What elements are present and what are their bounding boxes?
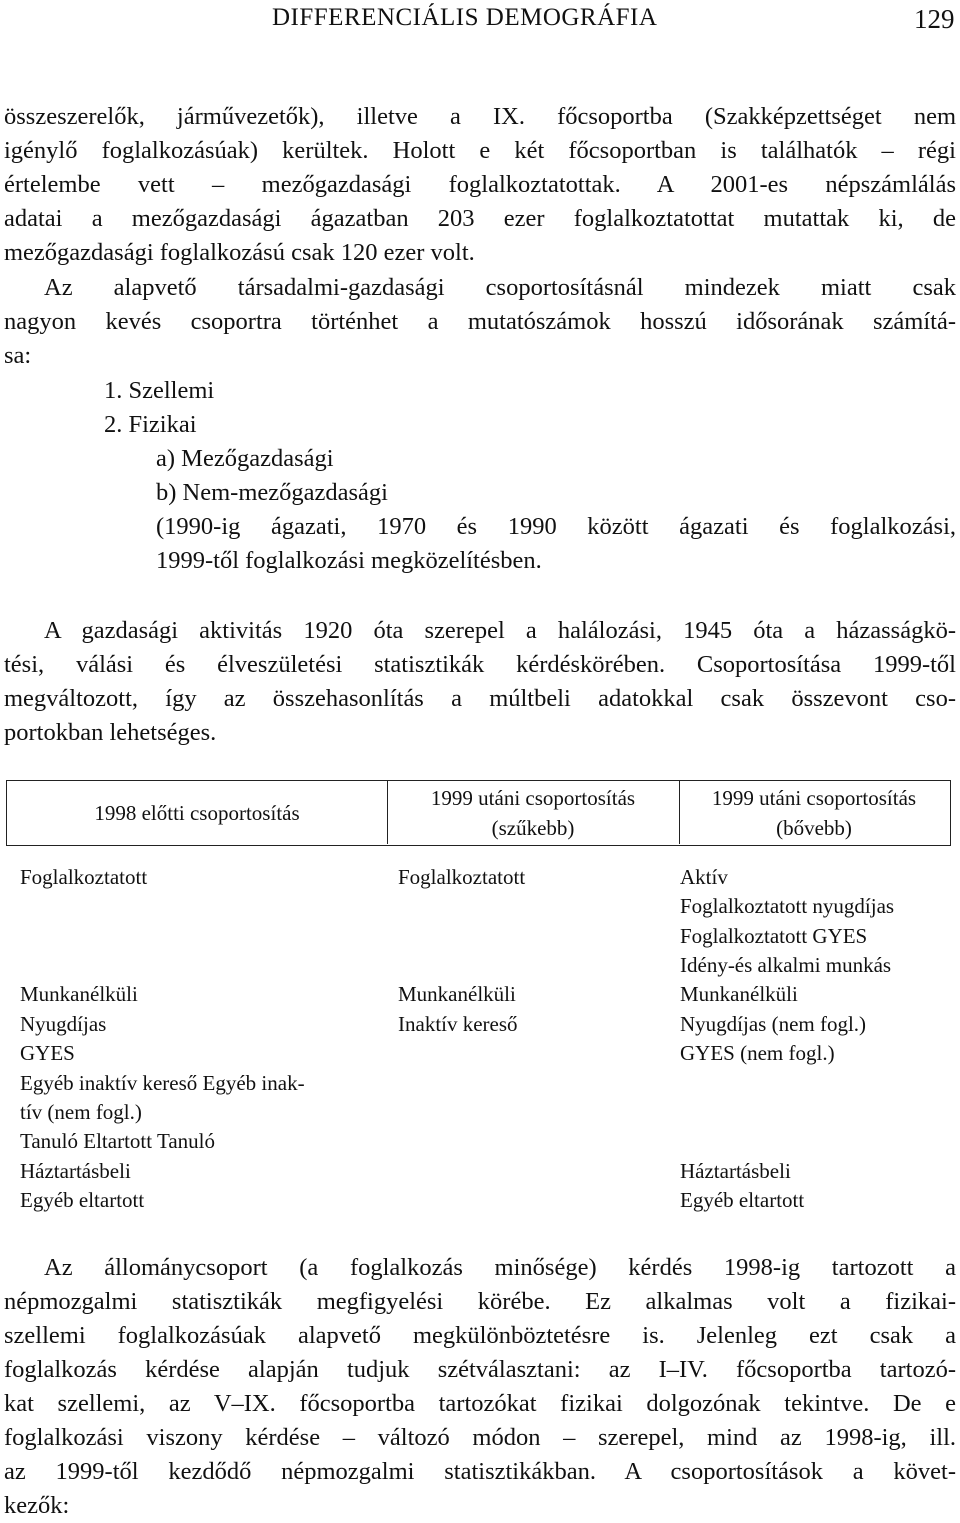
paragraph-1 [4,100,956,270]
list-item: b) Nem-mezőgazdasági [156,479,388,506]
table-header-label: 1999 utáni csoportosítás [430,785,636,810]
paragraph-4 [4,1251,956,1523]
paragraph-line: az 1999-től kezdődő népmozgalmi statisztikákban. A csoportosítások a követ- [4,1458,956,1485]
list-note: (1990-ig ágazati, 1970 és 1990 között ágazati és foglalkozási, [156,513,956,540]
table-header-label: (bővebb) [776,815,852,840]
table-cell: Inaktív kereső [398,1012,518,1036]
list-item: 1. Szellemi [104,377,215,404]
list-item: a) Mezőgazdasági [156,445,334,472]
paragraph-line: megváltozott, így az összehasonlítás a múltbeli adatokkal csak összevont cso- [4,685,956,712]
table-header-cell [387,781,680,844]
paragraph-line: A gazdasági aktivitás 1920 óta szerepel a halálozási, 1945 óta a házasságkö- [44,617,956,644]
table-cell: Egyéb eltartott [680,1188,805,1212]
paragraph-line: portokban lehetséges. [4,719,217,746]
table-cell: Tanuló Eltartott Tanuló [20,1129,215,1153]
table-header-cell [679,781,949,844]
paragraph-line: igénylő foglalkozásúak) kerültek. Holott e két főcsoportban is találhatók – régi [4,137,956,164]
table-header-label: 1998 előtti csoportosítás [94,800,300,825]
list-note: 1999-től foglalkozási megközelítésben. [156,547,542,574]
comparison-table-header [6,780,951,846]
paragraph-line: Az állománycsoport (a foglalkozás minősége) kérdés 1998-ig tartozott a [44,1254,956,1281]
paragraph-line: szellemi foglalkozásúak alapvető megkülönböztetésre is. Jelenleg ezt csak a [4,1322,956,1349]
table-cell: Nyugdíjas [20,1012,107,1036]
page-number: 129 [914,4,955,34]
table-cell: Aktív [680,865,728,889]
paragraph-line: értelembe vett – mezőgazdasági foglalkoztatottak. A 2001-es népszámlálás [4,171,956,198]
table-cell: Munkanélküli [398,982,516,1006]
paragraph-line: adatai a mezőgazdasági ágazatban 203 ezer foglalkoztatottat mutattak ki, de [4,205,956,232]
table-header-label: 1999 utáni csoportosítás [711,785,917,810]
table-cell: Foglalkoztatott GYES [680,924,868,948]
table-cell: Munkanélküli [680,982,798,1006]
paragraph-line: Az alapvető társadalmi-gazdasági csoportosításnál mindezek miatt csak [44,274,956,301]
paragraph-line: népmozgalmi statisztikák megfigyelési körébe. Ez alkalmas volt a fizikai- [4,1288,956,1315]
paragraph-line: kezők: [4,1492,70,1519]
paragraph-line: tési, válási és élveszületési statisztikák kérdéskörében. Csoportosítása 1999-től [4,651,956,678]
paragraph-line: mezőgazdasági foglalkozású csak 120 ezer volt. [4,239,475,266]
table-cell: GYES (nem fogl.) [680,1041,835,1065]
table-cell: tív (nem fogl.) [20,1100,142,1124]
table-cell: Egyéb inaktív kereső Egyéb inak- [20,1071,305,1095]
table-cell: Foglalkoztatott [20,865,148,889]
paragraph-line: kat szellemi, az V–IX. főcsoportba tartozókat fizikai dolgozónak tekintve. De e [4,1390,956,1417]
table-cell: Egyéb eltartott [20,1188,145,1212]
paragraph-line: foglalkozási viszony kérdése – változó módon – szerepel, mind az 1998-ig, ill. [4,1424,956,1451]
paragraph-line: foglalkozás kérdése alapján tudjuk szétválasztani: az I–IV. főcsoportba tartozó- [4,1356,956,1383]
paragraph-3 [4,614,956,750]
list-item: 2. Fizikai [104,411,197,438]
table-cell: Foglalkoztatott nyugdíjas [680,894,895,918]
table-cell: GYES [20,1041,75,1065]
table-cell: Munkanélküli [20,982,138,1006]
paragraph-line: sa: [4,342,32,369]
table-header-cell [7,781,388,844]
table-cell: Háztartásbeli [20,1159,131,1183]
paragraph-line: összeszerelők, járművezetők), illetve a IX. főcsoportba (Szakképzettséget nem [4,103,956,130]
table-cell: Háztartásbeli [680,1159,791,1183]
running-header-title: DIFFERENCIÁLIS DEMOGRÁFIA [272,4,658,31]
table-cell: Idény-és alkalmi munkás [680,953,892,977]
table-header-label: (szűkebb) [491,815,575,840]
paragraph-line: nagyon kevés csoportra történhet a mutatószámok hosszú idősorának számítá- [4,308,956,335]
table-cell: Nyugdíjas (nem fogl.) [680,1012,867,1036]
paragraph-2 [4,271,956,373]
table-cell: Foglalkoztatott [398,865,526,889]
